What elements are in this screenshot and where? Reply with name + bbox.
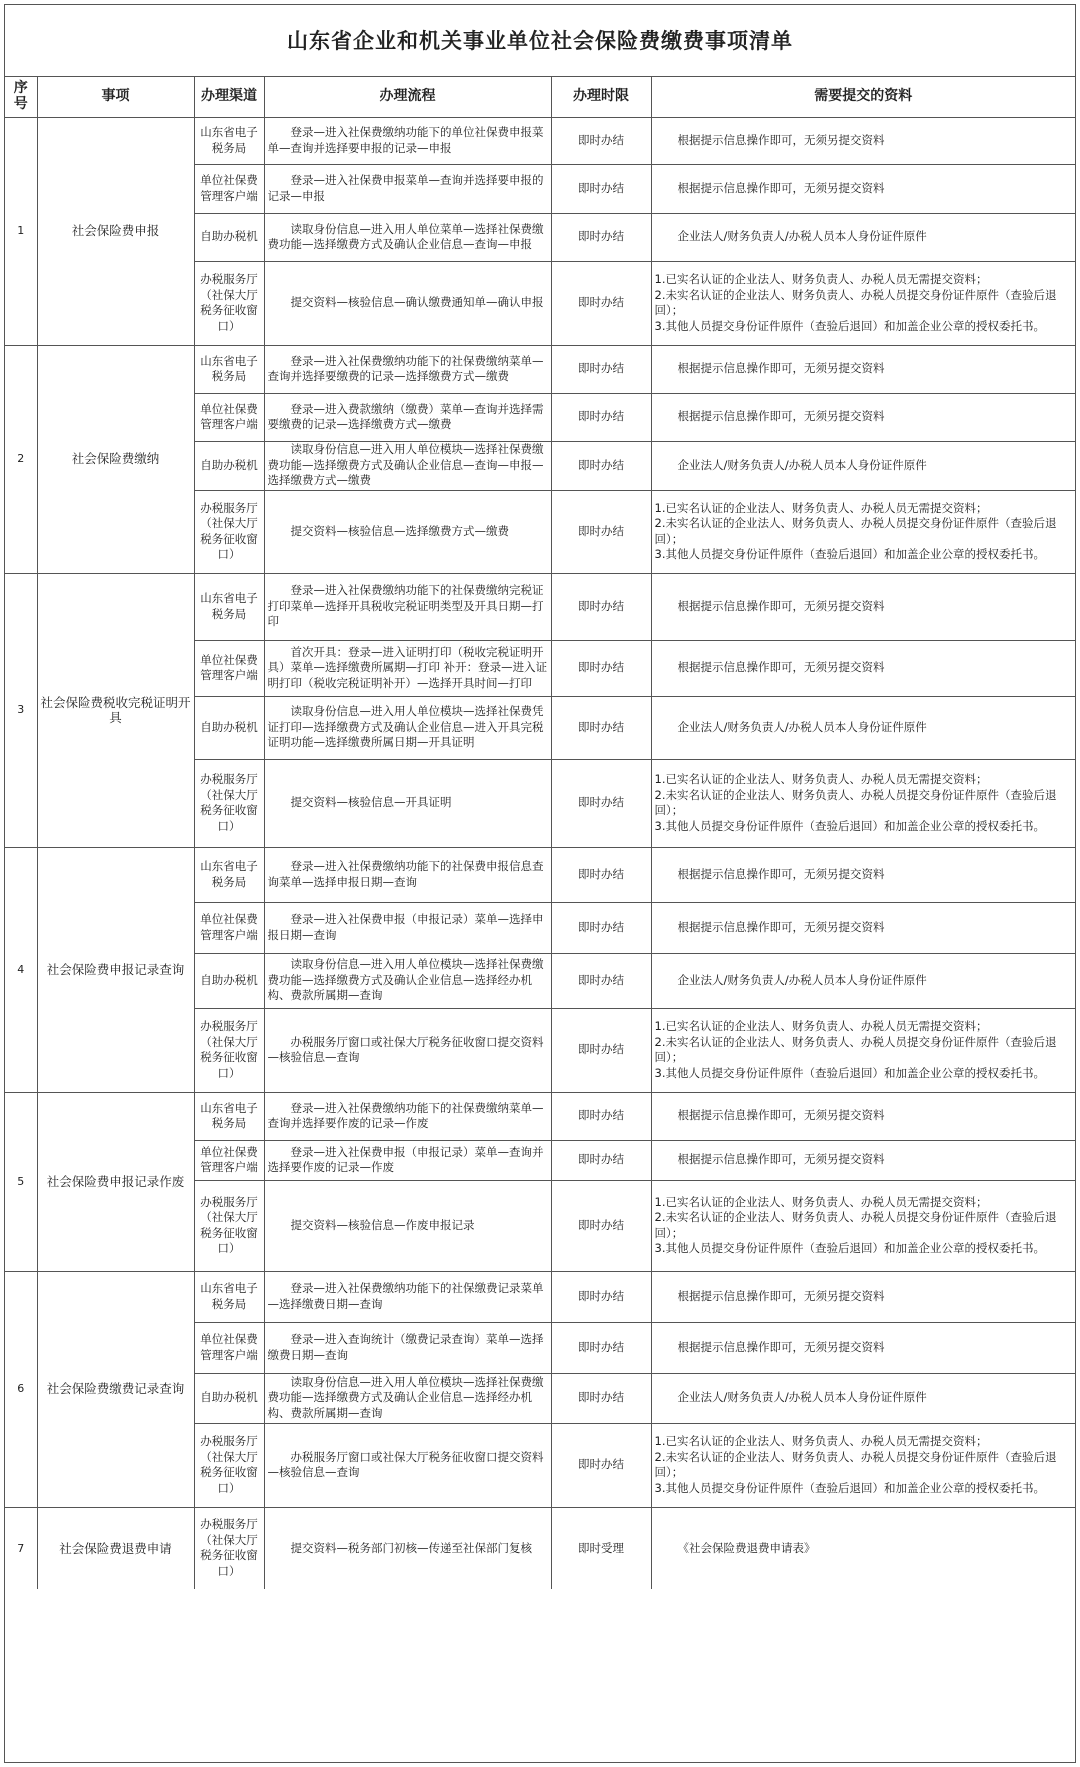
time-limit-cell: 即时办结 [551,213,651,261]
materials-cell [651,1373,1075,1423]
table-row [5,573,1075,640]
header-seq: 序号 [5,77,37,117]
material-line: 《社会保险费退费申请表》 [677,1540,816,1555]
process-cell: 登录—进入查询统计（缴费记录查询）菜单—选择缴费日期—查询 [264,1322,551,1373]
material-line: 3.其他人员提交身份证件原件（查验后退回）和加盖企业公章的授权委托书。 [654,318,1045,333]
channel-cell: 山东省电子税务局 [194,1092,264,1140]
process-cell: 提交资料—核验信息—确认缴费通知单—确认申报 [264,261,551,345]
seq-cell: 3 [5,573,37,847]
time-limit-cell: 即时办结 [551,441,651,490]
material-line: 3.其他人员提交身份证件原件（查验后退回）和加盖企业公章的授权委托书。 [654,1065,1045,1080]
time-limit-cell: 即时办结 [551,1373,651,1423]
channel-cell: 办税服务厅（社保大厅税务征收窗口） [194,1180,264,1271]
process-cell: 登录—进入社保费申报菜单—查询并选择要申报的记录—申报 [264,164,551,213]
process-cell: 登录—进入社保费缴纳功能下的社保费缴纳菜单—查询并选择要作废的记录—作废 [264,1092,551,1140]
item-name-cell: 社会保险费申报 [37,117,194,345]
material-line: 根据提示信息操作即可，无须另提交资料 [677,409,885,424]
material-line: 3.其他人员提交身份证件原件（查验后退回）和加盖企业公章的授权委托书。 [654,1480,1045,1495]
material-line: 根据提示信息操作即可，无须另提交资料 [677,1339,885,1354]
channel-cell: 自助办税机 [194,441,264,490]
channel-cell: 单位社保费管理客户端 [194,1322,264,1373]
time-limit-cell: 即时办结 [551,847,651,902]
channel-cell: 山东省电子税务局 [194,1271,264,1322]
material-line: 1.已实名认证的企业法人、财务负责人、办税人员无需提交资料； [654,1194,988,1209]
header-flow: 办理流程 [264,77,551,117]
material-line: 根据提示信息操作即可，无须另提交资料 [677,1108,885,1123]
process-cell: 提交资料—核验信息—开具证明 [264,759,551,847]
table-row [5,847,1075,902]
material-line: 根据提示信息操作即可，无须另提交资料 [677,1288,885,1303]
channel-cell: 办税服务厅（社保大厅税务征收窗口） [194,1008,264,1092]
process-cell: 登录—进入社保费缴纳功能下的社保费缴纳菜单—查询并选择要缴费的记录—选择缴费方式—缴费 [264,345,551,393]
process-cell: 读取身份信息—进入用人单位模块—选择社保费凭证打印—选择缴费方式及确认企业信息—进入开具完税证明功能—选择缴费所属日期—开具证明 [264,696,551,759]
seq-cell: 5 [5,1092,37,1271]
table-row [5,1092,1075,1140]
channel-cell: 自助办税机 [194,953,264,1008]
table-row [5,345,1075,393]
materials-cell [651,117,1075,164]
channel-cell: 办税服务厅（社保大厅税务征收窗口） [194,1423,264,1507]
process-cell: 提交资料—核验信息—选择缴费方式—缴费 [264,490,551,573]
time-limit-cell: 即时办结 [551,1322,651,1373]
material-line: 企业法人/财务负责人/办税人员本人身份证件原件 [677,972,927,987]
table-row [5,1507,1075,1589]
material-line: 3.其他人员提交身份证件原件（查验后退回）和加盖企业公章的授权委托书。 [654,818,1045,833]
process-cell: 登录—进入费款缴纳（缴费）菜单—查询并选择需要缴费的记录—选择缴费方式—缴费 [264,393,551,441]
material-line: 2.未实名认证的企业法人、财务负责人、办税人员提交身份证件原件（查验后退回）； [654,516,1057,546]
material-line: 根据提示信息操作即可，无须另提交资料 [677,1152,885,1167]
table-body [5,77,1075,1589]
materials-cell [651,1140,1075,1180]
material-line: 1.已实名认证的企业法人、财务负责人、办税人员无需提交资料； [654,1019,988,1033]
materials-cell [651,1092,1075,1140]
materials-cell [651,759,1075,847]
material-line: 根据提示信息操作即可，无须另提交资料 [677,598,885,613]
process-cell: 登录—进入社保费申报（申报记录）菜单—查询并选择要作废的记录—作废 [264,1140,551,1180]
service-table [5,77,1075,1589]
time-limit-cell: 即时办结 [551,117,651,164]
header-item: 事项 [37,77,194,117]
channel-cell: 单位社保费管理客户端 [194,1140,264,1180]
material-line: 企业法人/财务负责人/办税人员本人身份证件原件 [677,457,927,472]
seq-cell: 1 [5,117,37,345]
process-cell: 读取身份信息—进入用人单位菜单—选择社保费缴费功能—选择缴费方式及确认企业信息—查询—申报 [264,213,551,261]
channel-cell: 单位社保费管理客户端 [194,640,264,696]
channel-cell: 办税服务厅（社保大厅税务征收窗口） [194,759,264,847]
seq-cell: 6 [5,1271,37,1507]
materials-cell [651,441,1075,490]
process-cell: 登录—进入社保费缴纳功能下的社保费申报信息查询菜单—选择申报日期—查询 [264,847,551,902]
material-line: 2.未实名认证的企业法人、财务负责人、办税人员提交身份证件原件（查验后退回）； [654,1210,1057,1240]
material-line: 1.已实名认证的企业法人、财务负责人、办税人员无需提交资料； [654,1434,988,1448]
materials-cell [651,953,1075,1008]
process-cell: 登录—进入社保费缴纳功能下的单位社保费申报菜单—查询并选择要申报的记录—申报 [264,117,551,164]
process-cell: 登录—进入社保费缴纳功能下的社保缴费记录菜单—选择缴费日期—查询 [264,1271,551,1322]
material-line: 3.其他人员提交身份证件原件（查验后退回）和加盖企业公章的授权委托书。 [654,1241,1045,1255]
time-limit-cell: 即时办结 [551,759,651,847]
document-sheet [4,4,1076,1763]
material-line: 企业法人/财务负责人/办税人员本人身份证件原件 [677,719,927,734]
material-line: 根据提示信息操作即可，无须另提交资料 [677,132,885,147]
time-limit-cell: 即时办结 [551,393,651,441]
materials-cell [651,1008,1075,1092]
header-materials: 需要提交的资料 [651,77,1075,117]
materials-cell [651,902,1075,953]
time-limit-cell: 即时办结 [551,902,651,953]
channel-cell: 单位社保费管理客户端 [194,164,264,213]
item-name-cell: 社会保险费税收完税证明开具 [37,573,194,847]
item-name-cell: 社会保险费申报记录作废 [37,1092,194,1271]
channel-cell: 山东省电子税务局 [194,117,264,164]
channel-cell: 自助办税机 [194,1373,264,1423]
materials-cell [651,1180,1075,1271]
materials-cell [651,696,1075,759]
channel-cell: 自助办税机 [194,213,264,261]
materials-cell [651,1271,1075,1322]
time-limit-cell: 即时办结 [551,345,651,393]
header-channel: 办理渠道 [194,77,264,117]
seq-cell: 4 [5,847,37,1092]
materials-cell [651,164,1075,213]
material-line: 根据提示信息操作即可，无须另提交资料 [677,919,885,934]
time-limit-cell: 即时办结 [551,1140,651,1180]
time-limit-cell: 即时办结 [551,696,651,759]
channel-cell: 单位社保费管理客户端 [194,393,264,441]
materials-cell [651,1423,1075,1507]
time-limit-cell: 即时办结 [551,1008,651,1092]
material-line: 2.未实名认证的企业法人、财务负责人、办税人员提交身份证件原件（查验后退回）； [654,1449,1057,1479]
channel-cell: 单位社保费管理客户端 [194,902,264,953]
materials-cell [651,490,1075,573]
item-name-cell: 社会保险费缴纳 [37,345,194,573]
material-line: 3.其他人员提交身份证件原件（查验后退回）和加盖企业公章的授权委托书。 [654,547,1045,561]
material-line: 企业法人/财务负责人/办税人员本人身份证件原件 [677,229,927,244]
process-cell: 办税服务厅窗口或社保大厅税务征收窗口提交资料—核验信息—查询 [264,1008,551,1092]
material-line: 2.未实名认证的企业法人、财务负责人、办税人员提交身份证件原件（查验后退回）； [654,287,1057,317]
material-line: 1.已实名认证的企业法人、财务负责人、办税人员无需提交资料； [654,272,988,286]
material-line: 企业法人/财务负责人/办税人员本人身份证件原件 [677,1390,927,1405]
materials-cell [651,640,1075,696]
time-limit-cell: 即时办结 [551,1180,651,1271]
materials-cell [651,261,1075,345]
channel-cell: 山东省电子税务局 [194,345,264,393]
seq-cell: 2 [5,345,37,573]
process-cell: 首次开具：登录—进入证明打印（税收完税证明开具）菜单—选择缴费所属期—打印 补开：登录—进入证明打印（税收完税证明补开）—选择开具时间—打印 [264,640,551,696]
process-cell: 办税服务厅窗口或社保大厅税务征收窗口提交资料—核验信息—查询 [264,1423,551,1507]
channel-cell: 山东省电子税务局 [194,573,264,640]
seq-cell: 7 [5,1507,37,1589]
time-limit-cell: 即时办结 [551,573,651,640]
materials-cell [651,573,1075,640]
time-limit-cell: 即时办结 [551,1423,651,1507]
header-row [5,77,1075,117]
materials-cell [651,847,1075,902]
item-name-cell: 社会保险费缴费记录查询 [37,1271,194,1507]
time-limit-cell: 即时受理 [551,1507,651,1589]
time-limit-cell: 即时办结 [551,164,651,213]
process-cell: 读取身份信息—进入用人单位模块—选择社保费缴费功能—选择缴费方式及确认企业信息—查询—申报—选择缴费方式—缴费 [264,441,551,490]
materials-cell [651,393,1075,441]
time-limit-cell: 即时办结 [551,261,651,345]
item-name-cell: 社会保险费申报记录查询 [37,847,194,1092]
materials-cell [651,213,1075,261]
process-cell: 登录—进入社保费申报（申报记录）菜单—选择申报日期—查询 [264,902,551,953]
channel-cell: 办税服务厅（社保大厅税务征收窗口） [194,261,264,345]
header-time: 办理时限 [551,77,651,117]
material-line: 根据提示信息操作即可，无须另提交资料 [677,180,885,195]
channel-cell: 山东省电子税务局 [194,847,264,902]
materials-cell [651,1507,1075,1589]
process-cell: 读取身份信息—进入用人单位模块—选择社保费缴费功能—选择缴费方式及确认企业信息—选择经办机构、费款所属期—查询 [264,1373,551,1423]
time-limit-cell: 即时办结 [551,1092,651,1140]
channel-cell: 自助办税机 [194,696,264,759]
item-name-cell: 社会保险费退费申请 [37,1507,194,1589]
process-cell: 提交资料—税务部门初核—传递至社保部门复核 [264,1507,551,1589]
document-title: 山东省企业和机关事业单位社会保险费缴费事项清单 [5,5,1075,77]
material-line: 2.未实名认证的企业法人、财务负责人、办税人员提交身份证件原件（查验后退回）； [654,1034,1057,1064]
material-line: 根据提示信息操作即可，无须另提交资料 [677,866,885,881]
material-line: 2.未实名认证的企业法人、财务负责人、办税人员提交身份证件原件（查验后退回）； [654,787,1057,817]
materials-cell [651,345,1075,393]
channel-cell: 办税服务厅（社保大厅税务征收窗口） [194,490,264,573]
time-limit-cell: 即时办结 [551,640,651,696]
process-cell: 提交资料—核验信息—作废申报记录 [264,1180,551,1271]
time-limit-cell: 即时办结 [551,1271,651,1322]
materials-cell [651,1322,1075,1373]
material-line: 1.已实名认证的企业法人、财务负责人、办税人员无需提交资料； [654,500,988,515]
channel-cell: 办税服务厅（社保大厅税务征收窗口） [194,1507,264,1589]
process-cell: 读取身份信息—进入用人单位模块—选择社保费缴费功能—选择缴费方式及确认企业信息—选择经办机构、费款所属期—查询 [264,953,551,1008]
material-line: 根据提示信息操作即可，无须另提交资料 [677,660,885,675]
table-row [5,117,1075,164]
material-line: 1.已实名认证的企业法人、财务负责人、办税人员无需提交资料； [654,772,988,786]
material-line: 根据提示信息操作即可，无须另提交资料 [677,361,885,376]
table-row [5,1271,1075,1322]
time-limit-cell: 即时办结 [551,953,651,1008]
time-limit-cell: 即时办结 [551,490,651,573]
process-cell: 登录—进入社保费缴纳功能下的社保费缴纳完税证打印菜单—选择开具税收完税证明类型及开具日期—打印 [264,573,551,640]
